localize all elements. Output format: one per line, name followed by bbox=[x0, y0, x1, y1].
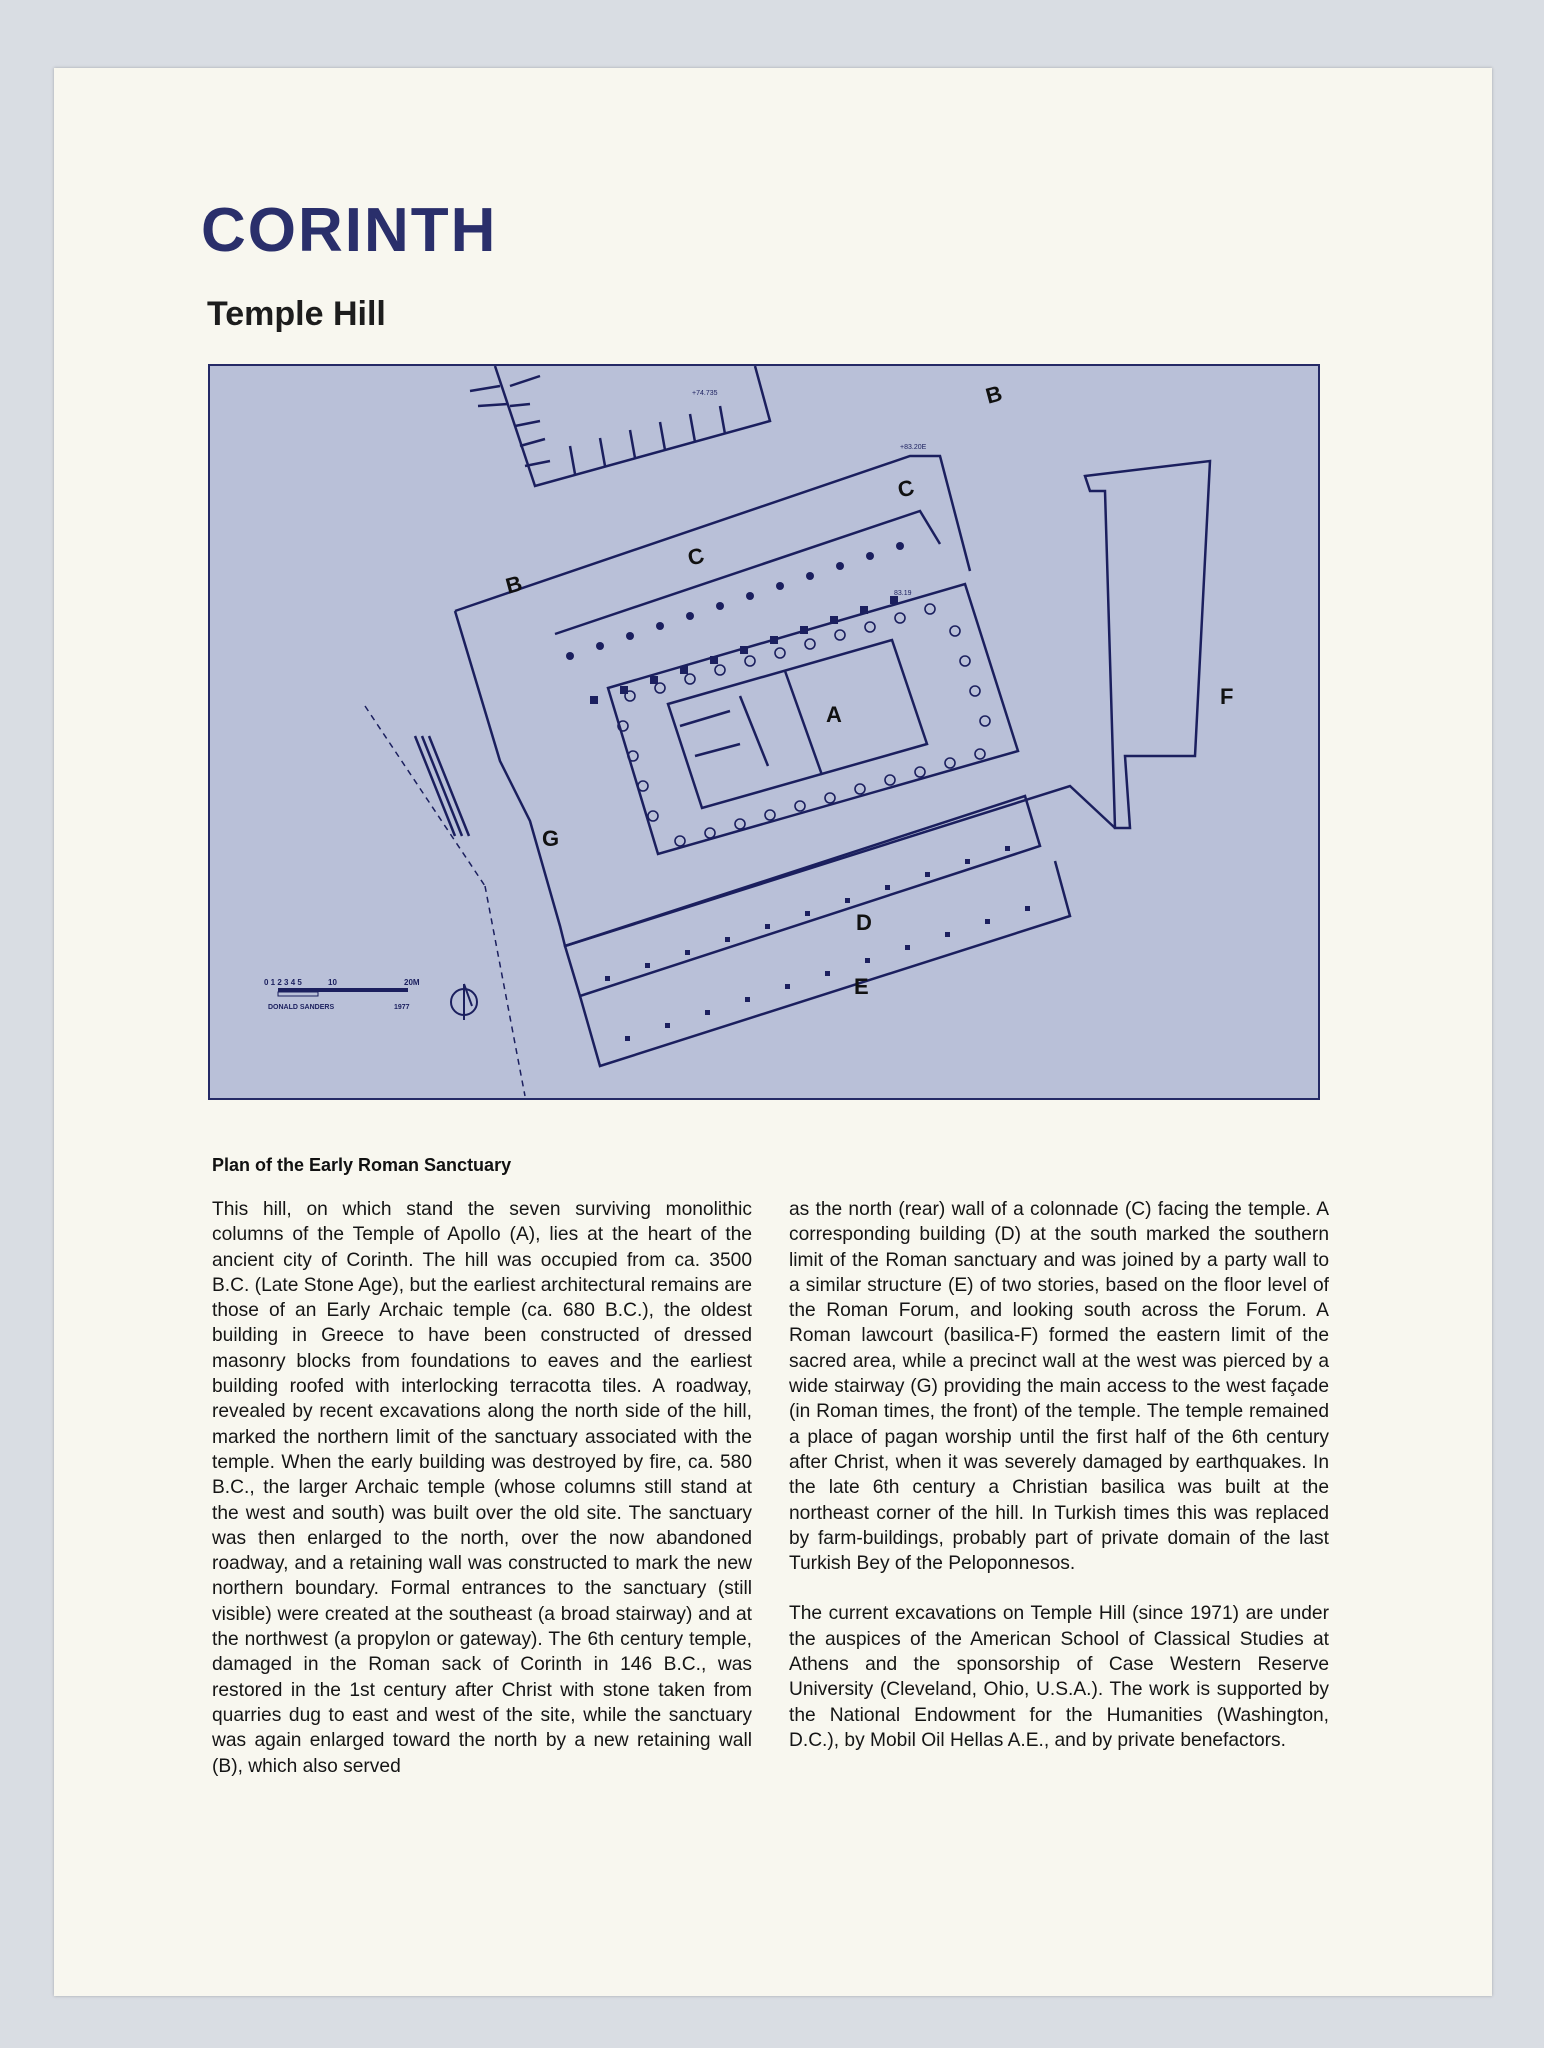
column-ring bbox=[648, 811, 658, 821]
elevation-2: +83.20E bbox=[900, 444, 927, 451]
column-ring bbox=[950, 626, 960, 636]
column-ring bbox=[970, 686, 980, 696]
column-block bbox=[965, 859, 970, 864]
plan-label-e: E bbox=[854, 974, 869, 999]
page-subtitle: Temple Hill bbox=[207, 295, 386, 333]
column-dot bbox=[746, 592, 754, 600]
column-ring bbox=[715, 665, 725, 675]
column-block bbox=[645, 963, 650, 968]
column-ring bbox=[885, 775, 895, 785]
column-dot bbox=[776, 582, 784, 590]
column-ring bbox=[915, 767, 925, 777]
plan-label-c-east: C bbox=[894, 474, 917, 503]
column-ring bbox=[735, 819, 745, 829]
page-title: CORINTH bbox=[201, 196, 498, 265]
column-block bbox=[590, 696, 598, 704]
dashed-axis-line bbox=[365, 706, 485, 886]
scale-end: 20M bbox=[404, 978, 420, 987]
temple-a-rooms bbox=[680, 671, 822, 775]
plan-label-c-west: C bbox=[684, 542, 707, 571]
column-block bbox=[680, 666, 688, 674]
scale-mid: 10 bbox=[328, 978, 337, 987]
column-ring bbox=[765, 810, 775, 820]
column-block bbox=[650, 676, 658, 684]
temple-a-cella bbox=[668, 640, 927, 808]
building-d-e bbox=[565, 796, 1040, 996]
column-block bbox=[905, 945, 910, 950]
column-block bbox=[605, 976, 610, 981]
room-partitions bbox=[470, 376, 725, 474]
body-paragraph: as the north (rear) wall of a colonnade (C) facing the temple. A corresponding building (D) at the south marked the southern limit of the Roman sanctuary and was joined by a party wall to a similar structure (E) of two stories, based on the floor level of the Roman Forum, and looking south across the Forum. A Roman lawcourt (basilica-F) formed the eastern limit of the sacred area, while a precinct wall at the west was pierced by a wide stairway (G) providing the main access to the west façade (in Roman times, the front) of the temple. The temple remained a place of pagan worship until the first half of the 6th century after Christ, when it was severely damaged by earthquakes. In the late 6th century a Christian basilica was built at the northeast corner of the hill. In Turkish times this was replaced by farm-buildings, probably part of private domain of the last Turkish Bey of the Peloponnesos. bbox=[789, 1199, 1329, 1575]
column-block bbox=[890, 596, 898, 604]
body-column-left bbox=[212, 1197, 752, 1779]
column-dot bbox=[896, 542, 904, 550]
column-block bbox=[860, 606, 868, 614]
colonnade-c-front bbox=[555, 511, 940, 634]
column-block bbox=[765, 924, 770, 929]
credit-year: 1977 bbox=[394, 1004, 410, 1011]
column-dot bbox=[716, 602, 724, 610]
column-dot bbox=[566, 652, 574, 660]
column-block bbox=[705, 1010, 710, 1015]
plan-label-b-north: B bbox=[982, 380, 1005, 409]
scale-bar bbox=[278, 988, 408, 996]
column-ring bbox=[945, 758, 955, 768]
stair-g bbox=[415, 736, 469, 836]
column-dot bbox=[866, 552, 874, 560]
column-block bbox=[740, 646, 748, 654]
north-wall-rooms bbox=[495, 366, 770, 486]
basilica-f bbox=[1085, 461, 1210, 828]
column-ring bbox=[980, 716, 990, 726]
column-ring bbox=[685, 674, 695, 684]
column-ring bbox=[625, 691, 635, 701]
plan-label-a: A bbox=[826, 702, 842, 727]
column-ring bbox=[705, 828, 715, 838]
column-block bbox=[985, 919, 990, 924]
column-block bbox=[1025, 906, 1030, 911]
column-ring bbox=[655, 683, 665, 693]
column-ring bbox=[925, 604, 935, 614]
north-arrow-icon bbox=[451, 984, 477, 1020]
column-ring bbox=[835, 630, 845, 640]
column-block bbox=[625, 1036, 630, 1041]
column-block bbox=[710, 656, 718, 664]
plan-label-d: D bbox=[856, 910, 872, 935]
column-block bbox=[785, 984, 790, 989]
column-block bbox=[685, 950, 690, 955]
column-ring bbox=[775, 648, 785, 658]
column-dot bbox=[596, 642, 604, 650]
column-block bbox=[925, 872, 930, 877]
column-ring bbox=[795, 801, 805, 811]
plan-label-f: F bbox=[1220, 684, 1234, 709]
plan-label-g: G bbox=[542, 826, 560, 851]
building-e-outer bbox=[580, 861, 1070, 1066]
column-ring bbox=[745, 656, 755, 666]
column-dot bbox=[806, 572, 814, 580]
plan-caption: Plan of the Early Roman Sanctuary bbox=[212, 1155, 512, 1175]
temple-a-outer bbox=[608, 584, 1018, 854]
column-ring bbox=[865, 622, 875, 632]
column-block bbox=[825, 971, 830, 976]
column-ring bbox=[855, 784, 865, 794]
column-dot bbox=[656, 622, 664, 630]
column-dot bbox=[836, 562, 844, 570]
column-ring bbox=[960, 656, 970, 666]
column-block bbox=[770, 636, 778, 644]
column-block bbox=[725, 937, 730, 942]
column-block bbox=[945, 932, 950, 937]
column-ring bbox=[975, 749, 985, 759]
column-block bbox=[800, 626, 808, 634]
dashed-axis-line-2 bbox=[485, 886, 525, 1096]
column-ring bbox=[675, 836, 685, 846]
body-paragraph: This hill, on which stand the seven surviving monolithic columns of the Temple of Apollo (A), lies at the heart of the ancient city of Corinth. The hill was occupied from ca. 3500 B.C. (Late Stone Age), but the earliest architectural remains are those of an Early Archaic temple (ca. 680 B.C.), the oldest building in Greece to have been constructed of dressed masonry blocks from foundations to eaves and the earliest building roofed with interlocking terracotta tiles. A roadway, revealed by recent excavations along the north side of the hill, marked the northern limit of the sanctuary associated with the temple. When the early building was destroyed by fire, ca. 580 B.C., the larger Archaic temple (whose columns still stand at the west and south) was built over the old site. The sanctuary was then enlarged to the north, over the now abandoned roadway, and a retaining wall was constructed to mark the new northern boundary. Formal entrances to the sanctuary (still visible) were created at the southeast (a broad stairway) and at the northwest (a propylon or gateway). The 6th century temple, damaged in the Roman sack of Corinth in 146 B.C., was restored in the 1st century after Christ with stone taken from quarries dug to east and west of the site, while the sanctuary was again enlarged toward the north by a new retaining wall (B), which also served bbox=[212, 1199, 752, 1777]
column-ring bbox=[638, 781, 648, 791]
column-block bbox=[885, 885, 890, 890]
plan-drawing bbox=[210, 366, 1318, 1098]
credit-name: DONALD SANDERS bbox=[268, 1004, 335, 1011]
column-block bbox=[865, 958, 870, 963]
column-block bbox=[845, 898, 850, 903]
column-block bbox=[830, 616, 838, 624]
column-ring bbox=[825, 793, 835, 803]
elevation-1: +74.735 bbox=[692, 390, 718, 397]
body-paragraph: The current excavations on Temple Hill (since 1971) are under the auspices of the American School of Classical Studies at Athens and the sponsorship of Case Western Reserve University (Cleveland, Ohio, U.S.A.). The work is supported by the National Endowment for the Humanities (Washington, D.C.), by Mobil Oil Hellas A.E., and by private benefactors. bbox=[789, 1603, 1329, 1751]
column-ring bbox=[895, 613, 905, 623]
site-plan bbox=[208, 364, 1320, 1100]
plan-label-b-west: B bbox=[502, 570, 525, 599]
elevation-3: 83.19 bbox=[894, 590, 912, 597]
scale-numbers: 0 1 2 3 4 5 bbox=[264, 978, 302, 987]
column-markers bbox=[566, 542, 1030, 1041]
column-dot bbox=[686, 612, 694, 620]
column-block bbox=[1005, 846, 1010, 851]
column-dot bbox=[626, 632, 634, 640]
column-ring bbox=[805, 639, 815, 649]
body-column-right bbox=[789, 1197, 1329, 1753]
column-block bbox=[745, 997, 750, 1002]
column-block bbox=[805, 911, 810, 916]
west-precinct-wall bbox=[455, 611, 1115, 946]
column-block bbox=[665, 1023, 670, 1028]
